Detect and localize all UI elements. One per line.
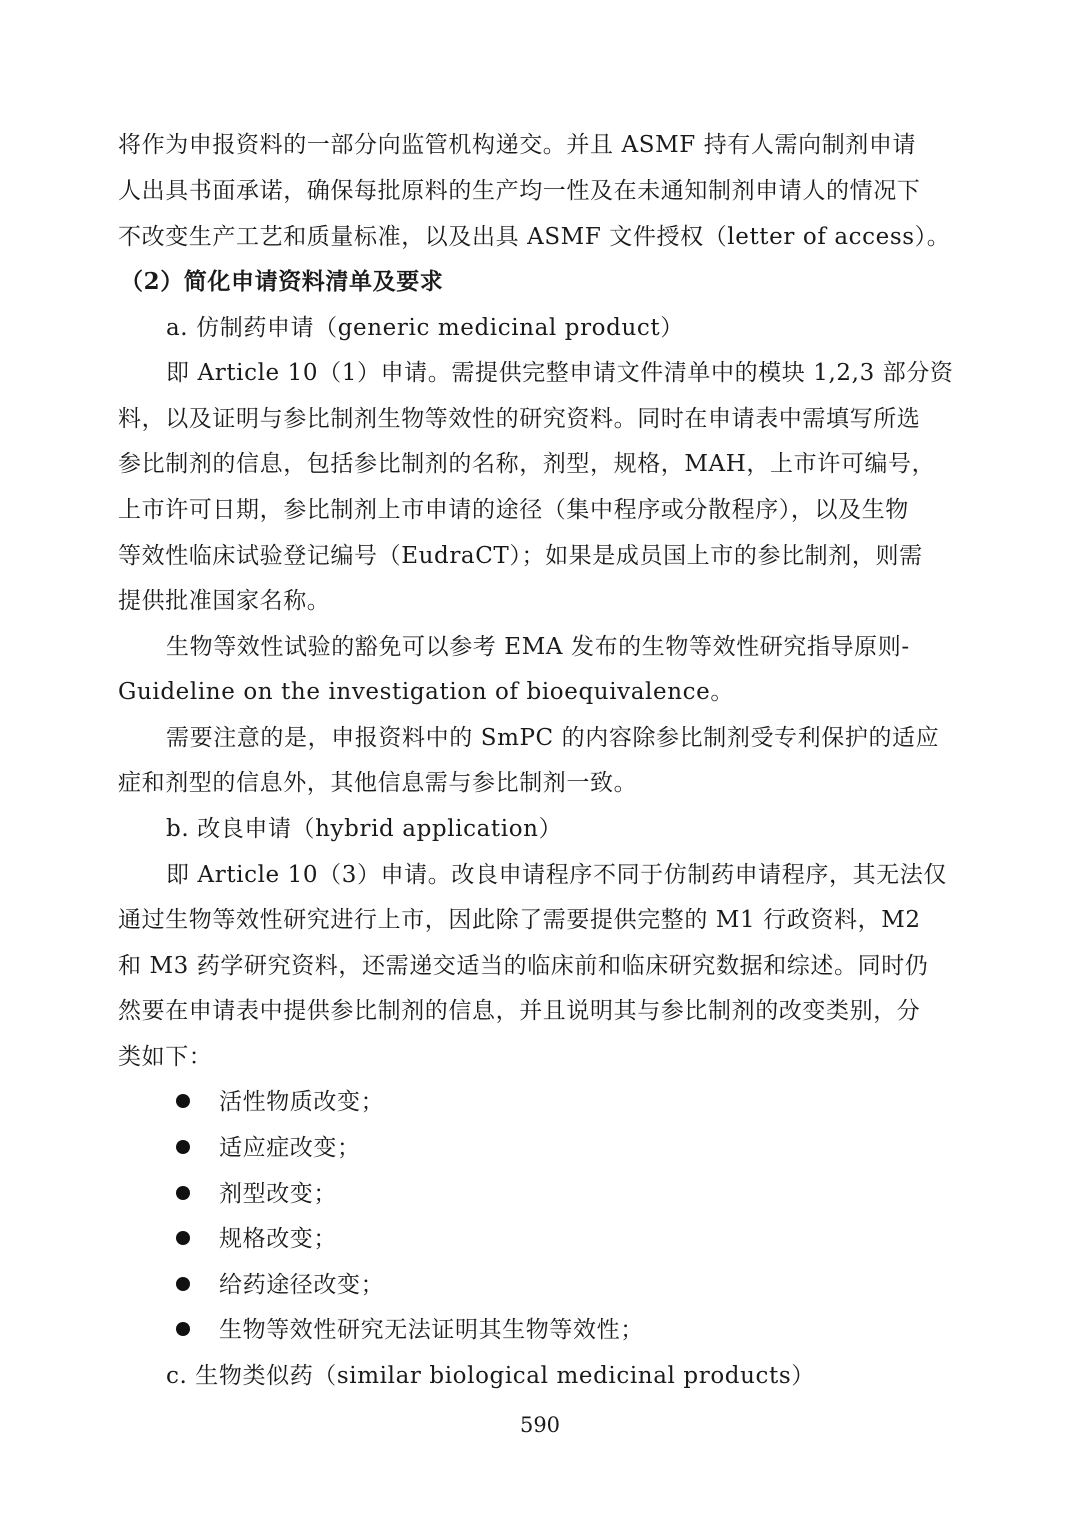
paragraph-line: 将作为申报资料的一部分向监管机构递交。并且 ASMF 持有人需向制剂申请	[118, 132, 917, 158]
bullet-icon	[176, 1094, 190, 1108]
paragraph-line: 然要在申请表中提供参比制剂的信息，并且说明其与参比制剂的改变类别，分	[118, 998, 921, 1024]
paragraph-line: 上市许可日期，参比制剂上市申请的途径（集中程序或分散程序），以及生物	[118, 497, 909, 523]
list-item	[176, 1224, 337, 1254]
list-item	[176, 1087, 384, 1117]
list-item-text: 活性物质改变；	[219, 1089, 385, 1115]
page-number: 590	[519, 1413, 561, 1437]
list-item-text: 适应症改变；	[219, 1135, 361, 1161]
paragraph-line: 即 Article 10（3）申请。改良申请程序不同于仿制药申请程序，其无法仅	[166, 862, 947, 888]
bullet-icon	[176, 1322, 190, 1336]
list-item-text: 规格改变；	[219, 1226, 337, 1252]
paragraph-line: 提供批准国家名称。	[118, 588, 331, 614]
paragraph-line: 生物等效性试验的豁免可以参考 EMA 发布的生物等效性研究指导原则-	[166, 634, 910, 660]
list-item-text: 给药途径改变；	[219, 1272, 385, 1298]
paragraph-line: 人出具书面承诺，确保每批原料的生产均一性及在未通知制剂申请人的情况下	[118, 178, 921, 204]
paragraph-line: 症和剂型的信息外，其他信息需与参比制剂一致。	[118, 770, 638, 796]
paragraph-line: 料，以及证明与参比制剂生物等效性的研究资料。同时在申请表中需填写所选	[118, 406, 921, 432]
subsection-heading: c. 生物类似药（similar biological medicinal products）	[166, 1363, 815, 1389]
bullet-icon	[176, 1277, 190, 1291]
paragraph-line: 类如下：	[118, 1044, 213, 1070]
paragraph-line: 等效性临床试验登记编号（EudraCT）；如果是成员国上市的参比制剂，则需	[118, 543, 923, 569]
paragraph-line: 需要注意的是，申报资料中的 SmPC 的内容除参比制剂受专利保护的适应	[166, 725, 940, 751]
bullet-icon	[176, 1231, 190, 1245]
list-item	[176, 1133, 361, 1163]
list-item	[176, 1315, 644, 1345]
paragraph-line: 即 Article 10（1）申请。需提供完整申请文件清单中的模块 1,2,3 部分资	[166, 360, 954, 386]
list-item	[176, 1270, 384, 1300]
paragraph-line: 参比制剂的信息，包括参比制剂的名称，剂型，规格，MAH，上市许可编号，	[118, 451, 936, 477]
section-heading: （2）简化申请资料清单及要求	[120, 268, 444, 295]
subsection-heading: b. 改良申请（hybrid application）	[166, 816, 563, 842]
list-item-text: 剂型改变；	[219, 1181, 337, 1207]
list-item	[176, 1179, 337, 1209]
paragraph-line: Guideline on the investigation of bioequivalence。	[118, 679, 734, 705]
bullet-icon	[176, 1140, 190, 1154]
paragraph-line: 和 M3 药学研究资料，还需递交适当的临床前和临床研究数据和综述。同时仍	[118, 953, 929, 979]
bullet-icon	[176, 1186, 190, 1200]
paragraph-line: 不改变生产工艺和质量标准，以及出具 ASMF 文件授权（letter of access）。	[118, 224, 951, 250]
subsection-heading: a. 仿制药申请（generic medicinal product）	[166, 315, 684, 341]
list-item-text: 生物等效性研究无法证明其生物等效性；	[219, 1317, 644, 1343]
paragraph-line: 通过生物等效性研究进行上市，因此除了需要提供完整的 M1 行政资料，M2	[118, 907, 921, 933]
